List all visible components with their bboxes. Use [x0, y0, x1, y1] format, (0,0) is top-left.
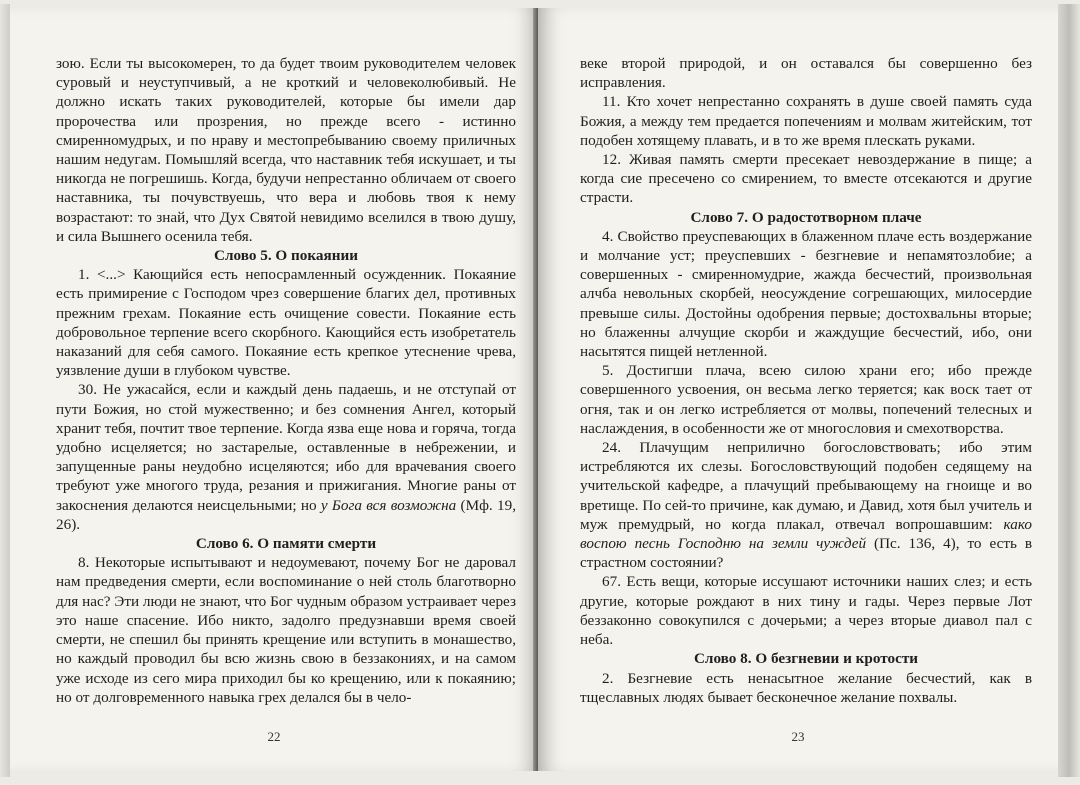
left-page-text — [56, 54, 516, 707]
paragraph-text: 24. Плачущим неприлично богословствовать; ибо этим истребляются их слезы. Богословствующий подобен седящему на учительской кафедре, а плачущий пребывающему на гноище и во вретище. По сей-то причине, как думаю, и Давид, хотя был учитель и муж премудрый, но когда плакал, отвечал вопрошавшим: — [580, 439, 1032, 533]
paragraph: 1. <...> Кающийся есть непосрамленный осужденник. Покаяние есть примирение с Господом чрез совершение благих дел, противных прежним грехам. Покаяние есть очищение совести. Покаяние есть добровольное терпение всего скорбного. Кающийся есть изобретатель наказаний для себя самого. Покаяние есть крепкое утеснение чрева, уязвление души в глубоком чувстве. — [56, 266, 516, 380]
scripture-reference: (Мф. 19, 26). — [56, 496, 516, 533]
paragraph: зою. Если ты высокомерен, то да будет твоим руководителем человек суровый и неуступчивый, а не кроткий и человеколюбивый. Не должно искать таких руководителей, которые бы имели дар пророчества или прозрения, но прежде всего - истинно смиренномудрых, и по нраву и местопребыванию своему приличных нашим недугам. Помышляй всегда, что наставник тебя искушает, и ты никогда не погрешишь. Когда, будучи непрестанно обличаем от своего наставника, ты почувствуешь, что вера и любовь твоя к нему возрастают: то знай, что Дух Святой невидимо вселился в твою душу, и сила Вышнего осенила тебя. — [56, 55, 516, 245]
paragraph: 8. Некоторые испытывают и недоумевают, почему Бог не даровал нам предведения смерти, если воспоминание о ней столь благотворно для нас? Эти люди не знают, что Бог чудным образом устраивает через это наше спасение. Ибо никто, задолго предузнавши время своей смерти, не спешил бы принять крещение или вступить в монашество, но каждый проводил бы всю жизнь свою в беззакониях, и на самом уже исходе из сего мира приходил бы ко крещению, или к покаянию; но от долговременного навыка грех делался бы в чело- — [56, 554, 516, 706]
section-heading: Слово 6. О памяти смерти — [195, 535, 377, 553]
page-number: 23 — [791, 729, 805, 744]
paragraph: 12. Живая память смерти пресекает невоздержание в пище; а когда сие пресечено со смирением, то вместе отсекаются и другие страсти. — [580, 151, 1032, 207]
scripture-quote: у Бога вся возможна — [320, 496, 457, 514]
paragraph: 2. Безгневие есть ненасытное желание бесчестий, как в тщеславных людях бывает бесконечное желание похвалы. — [580, 669, 1032, 706]
paragraph: 11. Кто хочет непрестанно сохранять в душе своей память суда Божия, а между тем предается попечениям и молвам житейским, тот подобен хотящему плавать, и в то же время плескать руками. — [580, 93, 1032, 149]
right-page-edge — [1058, 4, 1080, 777]
paragraph — [580, 438, 1032, 572]
scripture-reference: (Пс. 136, 4), то есть в страстном состоянии? — [580, 535, 1033, 572]
right-page-text — [580, 54, 1032, 707]
paragraph: 4. Свойство преуспевающих в блаженном плаче есть воздержание и молчание уст; преуспевших - безгневие и непамятозлобие; а совершенных - смиренномудрие, жажда бесчестий, произвольная алчба невольных скорбей, неосуждение согрешающих, милосердие превыше силы. Достойны одобрения первые; достохвальны вторые; но блаженны алчущие скорби и жаждущие бесчестий, ибо, они насытятся пищей нетленной. — [580, 227, 1032, 361]
section-heading: Слово 5. О покаянии — [214, 247, 358, 265]
paragraph — [56, 380, 516, 534]
section-heading: Слово 8. О безгневии и кротости — [693, 650, 919, 668]
right-page — [538, 8, 1058, 771]
left-page — [10, 8, 538, 771]
paragraph: 5. Достигши плача, всею силою храни его; ибо прежде совершенного усвоения, он весьма легко теряется; как воск тает от огня, так и он легко истребляется от молвы, попечений телесных и наслаждения, в особенности же от многословия и смехотворства. — [580, 362, 1032, 437]
paragraph: веке второй природой, и он оставался бы совершенно без исправления. — [580, 55, 1032, 92]
section-heading: Слово 7. О радостотворном плаче — [690, 208, 922, 226]
paragraph-text: 30. Не ужасайся, если и каждый день падаешь, и не отступай от пути Божия, но стой мужественно; и без сомнения Ангел, который хранит тебя, почтит твое терпение. Когда язва еще нова и горяча, тогда удобно исцеляется; но застарелые, оставленные в небрежении, и запущенные раны неудобно исцеляются; ибо для врачевания своего требуют уже многого труда, резания и прижигания. Многие раны от закоснения делаются неисцельными; но — [56, 381, 516, 514]
page-number: 22 — [267, 729, 281, 744]
paragraph: 67. Есть вещи, которые иссушают источники наших слез; и есть другие, которые рождают в них тину и гады. Через первые Лот беззаконно совокупился с дочерьми; а через вторые диавол пал с неба. — [580, 573, 1032, 649]
left-page-edge — [0, 4, 10, 777]
scripture-quote: како воспою песнь Господню на земли чуждей — [580, 515, 1032, 553]
